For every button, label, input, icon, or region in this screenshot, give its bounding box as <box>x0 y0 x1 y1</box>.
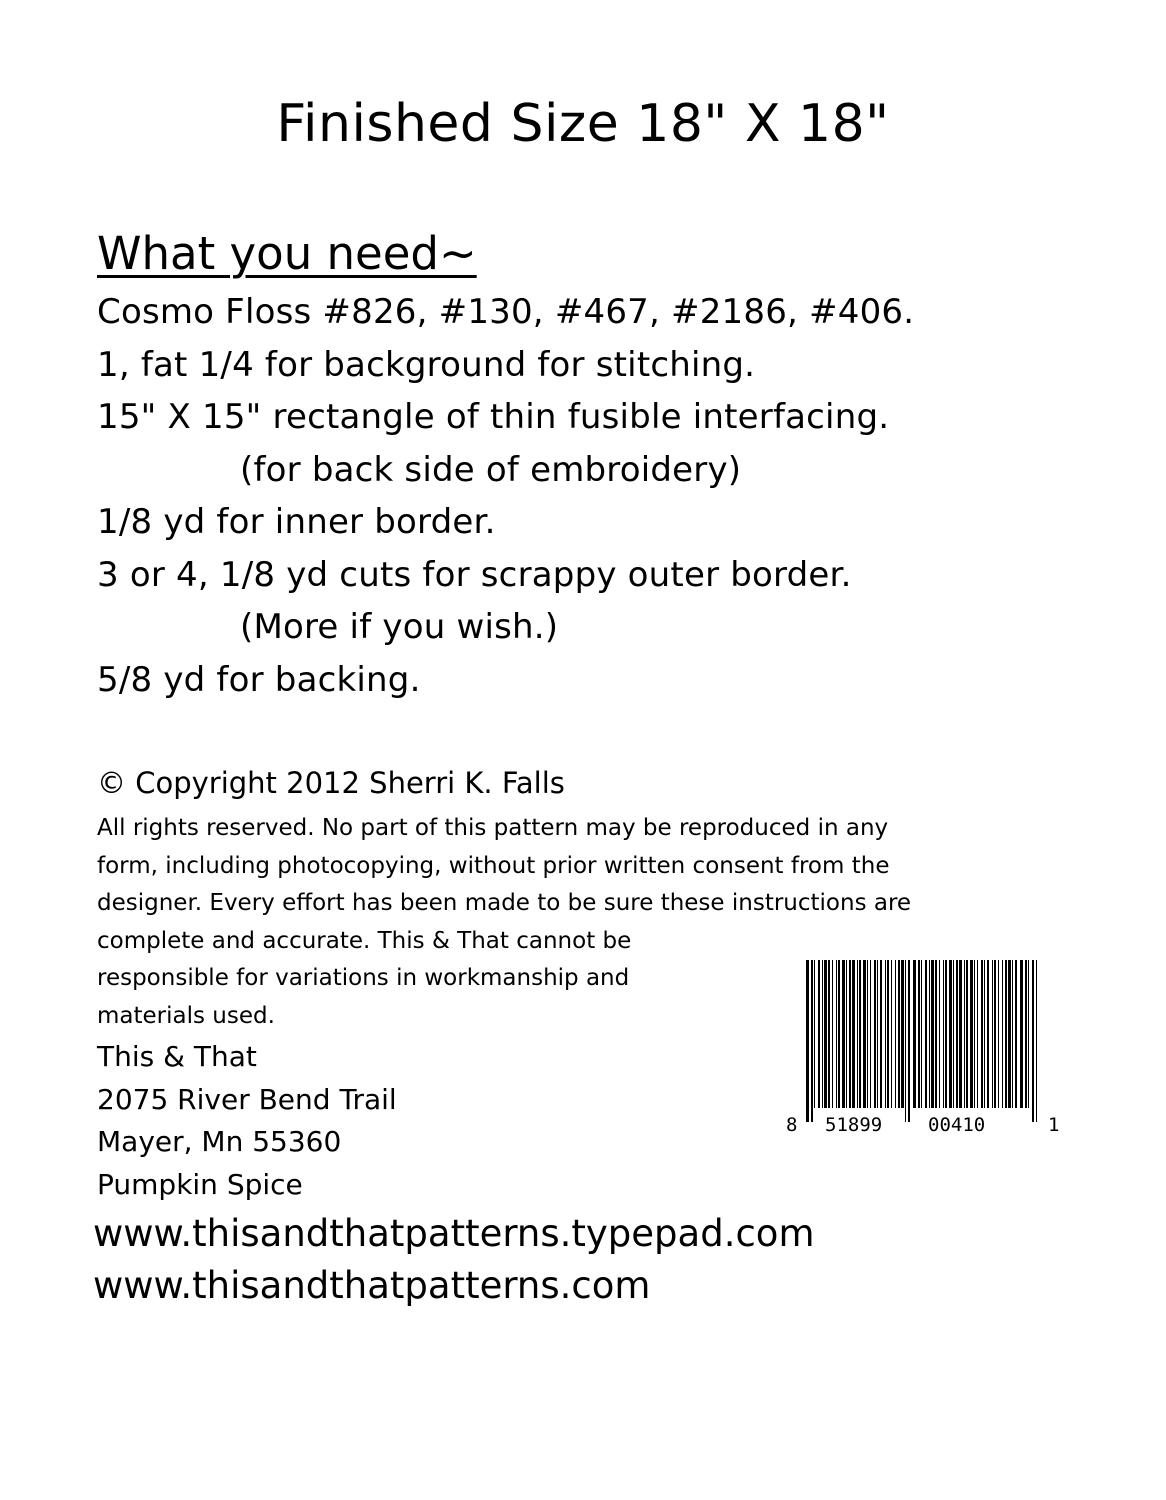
barcode-bar <box>852 960 855 1108</box>
barcode-bar <box>939 960 940 1108</box>
materials-item-note: (for back side of embroidery) <box>240 449 742 490</box>
barcode-bar <box>992 960 993 1108</box>
barcode-bar <box>905 960 906 1122</box>
barcode-bar <box>1020 960 1023 1108</box>
barcode-graphic <box>784 958 1064 1148</box>
barcode-bar <box>959 960 962 1108</box>
barcode-bar <box>964 960 965 1108</box>
barcode-bar <box>931 960 934 1108</box>
barcode-bar <box>998 960 999 1108</box>
materials-item: 1, fat 1/4 for background for stitching. <box>97 344 756 385</box>
barcode-bar <box>1008 960 1011 1108</box>
barcode-bar <box>929 960 930 1108</box>
barcode-bar <box>842 960 845 1108</box>
barcode-bar <box>913 960 916 1108</box>
barcode-bar <box>849 960 851 1108</box>
barcode-bar <box>895 960 896 1108</box>
barcode-bar <box>832 960 833 1108</box>
barcode-bar <box>887 960 889 1108</box>
barcode-bar <box>977 960 978 1108</box>
barcode-bar <box>822 960 823 1108</box>
rights-line: complete and accurate. This & That cannot be <box>97 927 632 954</box>
materials-item-note: (More if you wish.) <box>240 607 559 647</box>
barcode-bar <box>984 960 985 1108</box>
barcode-bar <box>921 960 922 1108</box>
barcode-bar <box>994 960 996 1108</box>
barcode-bar <box>885 960 886 1108</box>
company-name: This & That <box>97 1040 257 1073</box>
barcode-bar <box>918 960 920 1108</box>
barcode-digit-group: 8 <box>786 1114 798 1136</box>
barcode-bar <box>908 960 910 1122</box>
barcode-bar <box>828 960 830 1108</box>
upc-barcode-icon <box>784 958 1064 1148</box>
barcode-bar <box>943 960 944 1108</box>
barcode-bar <box>863 960 866 1108</box>
barcode-bar <box>949 960 952 1108</box>
barcode-bar <box>925 960 927 1108</box>
barcode-bar <box>1032 960 1034 1122</box>
barcode-bar <box>1002 960 1003 1108</box>
materials-item: 5/8 yd for backing. <box>97 659 421 700</box>
rights-line: designer. Every effort has been made to be sure these instructions are <box>97 890 912 917</box>
barcode-bar <box>1012 960 1013 1108</box>
barcode-bar <box>867 960 868 1108</box>
rights-line: responsible for variations in workmanship and <box>97 965 630 992</box>
barcode-bar <box>953 960 954 1108</box>
barcode-bar <box>1015 960 1017 1108</box>
barcode-digit-group: 1 <box>1048 1114 1060 1136</box>
materials-list <box>97 286 1097 706</box>
materials-item: 15" X 15" rectangle of thin fusible interfacing. <box>97 397 890 437</box>
barcode-bar <box>846 960 847 1108</box>
barcode-bar <box>859 960 861 1108</box>
barcode-bar <box>877 960 878 1108</box>
barcode-bar <box>966 960 968 1108</box>
contact-block <box>97 1036 397 1206</box>
barcode-bar <box>838 960 840 1108</box>
barcode-bar <box>818 960 820 1108</box>
barcode-bar <box>970 960 973 1108</box>
rights-line: All rights reserved. No part of this pattern may be reproduced in any <box>97 815 889 841</box>
barcode-bar <box>901 960 904 1108</box>
materials-item: 1/8 yd for inner border. <box>97 502 496 542</box>
barcode-bar <box>987 960 989 1108</box>
barcode-bar <box>1036 960 1037 1122</box>
website-link[interactable]: www.thisandthatpatterns.typepad.com <box>93 1212 815 1255</box>
pattern-name: Pumpkin Spice <box>97 1167 303 1201</box>
barcode-bar <box>935 960 937 1108</box>
barcode-bar <box>956 960 958 1108</box>
barcode-bar <box>898 960 900 1108</box>
rights-line: materials used. <box>97 1002 275 1029</box>
materials-item: 3 or 4, 1/8 yd cuts for scrappy outer border. <box>97 554 852 595</box>
barcode-bar <box>857 960 858 1108</box>
city-state-zip: Mayer, Mn 55360 <box>97 1125 342 1158</box>
barcode-bar <box>811 960 813 1122</box>
barcode-bar <box>880 960 882 1108</box>
barcode-bar <box>1028 960 1029 1108</box>
barcode-digit-group: 51899 <box>825 1114 883 1136</box>
barcode-bar <box>981 960 983 1108</box>
barcode-bar <box>874 960 876 1108</box>
barcode-bar <box>974 960 975 1108</box>
barcode-bar <box>891 960 892 1108</box>
barcode-digits <box>786 1114 1059 1136</box>
barcode-bars <box>806 960 1037 1122</box>
barcode-bar <box>945 960 947 1108</box>
barcode-bar <box>814 960 815 1108</box>
barcode-bar <box>1005 960 1007 1108</box>
website-link[interactable]: www.thisandthatpatterns.com <box>93 1264 651 1307</box>
barcode-bar <box>806 960 809 1122</box>
street-address: 2075 River Bend Trail <box>97 1082 397 1116</box>
copyright-line: © Copyright 2012 Sherri K. Falls <box>97 766 565 800</box>
barcode-bar <box>870 960 871 1108</box>
finished-size-title: Finished Size 18" X 18" <box>276 94 890 154</box>
website-list <box>93 1208 814 1312</box>
barcode-digit-group: 00410 <box>928 1114 986 1136</box>
barcode-bar <box>1025 960 1027 1108</box>
materials-item: Cosmo Floss #826, #130, #467, #2186, #406. <box>97 292 915 332</box>
what-you-need-heading: What you need~ <box>97 227 477 280</box>
barcode-bar <box>824 960 827 1108</box>
rights-line: form, including photocopying, without prior written consent from the <box>97 852 890 879</box>
barcode-bar <box>836 960 837 1108</box>
